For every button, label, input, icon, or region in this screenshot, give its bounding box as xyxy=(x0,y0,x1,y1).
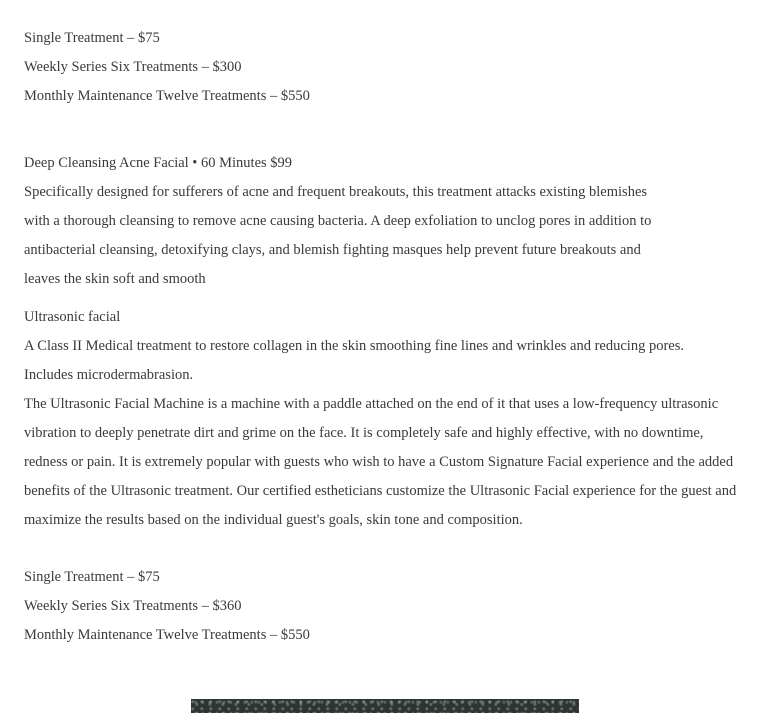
price-item-monthly-maintenance: Monthly Maintenance Twelve Treatments – $550 xyxy=(24,627,310,643)
ultrasonic-facial-intro xyxy=(24,332,684,390)
ultrasonic-facial-description xyxy=(24,390,736,535)
description-line: redness or pain. It is extremely popular with guests who wish to have a Custom Signature Facial experience and the added xyxy=(24,454,734,470)
photo-texture xyxy=(191,699,579,713)
description-line: leaves the skin soft and smooth xyxy=(24,271,206,287)
acne-facial-title: Deep Cleansing Acne Facial • 60 Minutes $99 xyxy=(24,155,293,171)
description-line: with a thorough cleansing to remove acne causing bacteria. A deep exfoliation to unclog pores in addition to xyxy=(24,213,652,229)
description-line: antibacterial cleansing, detoxifying clays, and blemish fighting masques help prevent future breakouts and xyxy=(24,242,641,258)
price-item-weekly-series: Weekly Series Six Treatments – $300 xyxy=(24,59,242,75)
price-list-basic-facial xyxy=(24,24,310,111)
price-list-ultrasonic-facial xyxy=(24,563,310,650)
description-line: maximize the results based on the individual guest's goals, skin tone and composition. xyxy=(24,512,523,528)
price-item-monthly-maintenance: Monthly Maintenance Twelve Treatments – $550 xyxy=(24,88,310,104)
description-line: vibration to deeply penetrate dirt and grime on the face. It is completely safe and highly effective, with no downtime, xyxy=(24,425,704,441)
treatment-photo xyxy=(191,699,579,713)
intro-line: A Class II Medical treatment to restore collagen in the skin smoothing fine lines and wrinkles and reducing pores. xyxy=(24,338,684,354)
price-item-single: Single Treatment – $75 xyxy=(24,569,160,585)
description-line: The Ultrasonic Facial Machine is a machine with a paddle attached on the end of it that uses a low-frequency ultrasonic xyxy=(24,396,719,412)
acne-facial-description xyxy=(24,178,651,294)
intro-line: Includes microdermabrasion. xyxy=(24,367,194,383)
ultrasonic-facial-title: Ultrasonic facial xyxy=(24,309,121,325)
price-item-single: Single Treatment – $75 xyxy=(24,30,160,46)
description-line: benefits of the Ultrasonic treatment. Our certified estheticians customize the Ultrasonic Facial experience for the guest and xyxy=(24,483,737,499)
price-item-weekly-series: Weekly Series Six Treatments – $360 xyxy=(24,598,242,614)
description-line: Specifically designed for sufferers of acne and frequent breakouts, this treatment attacks existing blemishes xyxy=(24,184,648,200)
